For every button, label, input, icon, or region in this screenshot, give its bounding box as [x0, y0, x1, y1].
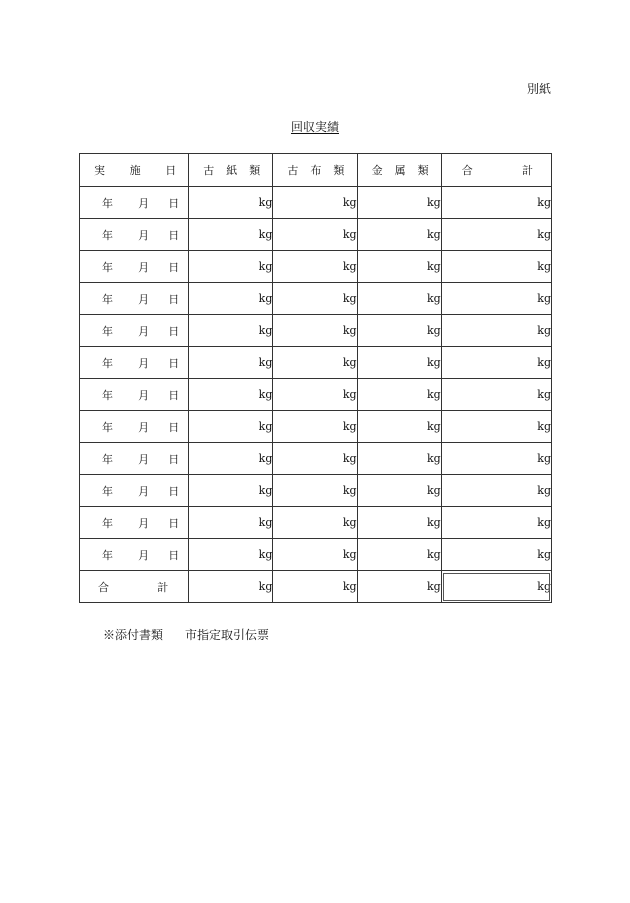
date-month-label: 月 — [138, 228, 150, 242]
date-day-label: 日 — [168, 388, 180, 402]
old-paper-kg-cell: kg — [189, 411, 273, 443]
date-month-label: 月 — [138, 420, 150, 434]
date-month-label: 月 — [138, 196, 150, 210]
old-paper-kg-cell: kg — [189, 219, 273, 251]
metal-kg-cell: kg — [357, 283, 441, 315]
metal-kg-cell: kg — [357, 379, 441, 411]
attachment-note — [103, 626, 269, 643]
metal-kg-cell: kg — [357, 187, 441, 219]
old-cloth-kg-cell: kg — [273, 315, 357, 347]
date-day-label: 日 — [168, 420, 180, 434]
date-year-label: 年 — [102, 260, 113, 274]
old-cloth-kg-cell: kg — [273, 475, 357, 507]
metal-kg-cell: kg — [357, 251, 441, 283]
old-cloth-kg-cell: kg — [273, 539, 357, 571]
date-cell — [80, 219, 189, 251]
table-header-row — [80, 154, 552, 187]
collection-record-table — [79, 153, 552, 603]
metal-kg-cell: kg — [357, 315, 441, 347]
metal-kg-cell: kg — [357, 443, 441, 475]
old-cloth-kg-cell: kg — [273, 283, 357, 315]
table-row — [80, 475, 552, 507]
date-year-label: 年 — [102, 356, 113, 370]
table-row — [80, 219, 552, 251]
old-paper-kg-cell: kg — [189, 283, 273, 315]
table-row — [80, 443, 552, 475]
date-cell — [80, 507, 189, 539]
total-kg-cell: kg — [441, 507, 551, 539]
table-row — [80, 507, 552, 539]
page-title: 回収実績 — [290, 120, 339, 134]
total-kg-cell: kg — [441, 475, 551, 507]
header-old-paper: 古 紙 類 — [189, 154, 273, 187]
table-row — [80, 187, 552, 219]
date-day-label: 日 — [168, 356, 180, 370]
date-month-label: 月 — [138, 516, 150, 530]
date-cell — [80, 539, 189, 571]
total-kg-cell: kg — [441, 411, 551, 443]
grand-total-cell: kg — [441, 571, 551, 603]
old-paper-kg-cell: kg — [189, 315, 273, 347]
date-cell — [80, 379, 189, 411]
old-paper-kg-cell: kg — [189, 251, 273, 283]
date-year-label: 年 — [102, 196, 113, 210]
old-paper-kg-cell: kg — [189, 187, 273, 219]
table-row — [80, 539, 552, 571]
date-cell — [80, 347, 189, 379]
old-cloth-kg-cell: kg — [273, 411, 357, 443]
date-cell — [80, 251, 189, 283]
old-cloth-kg-cell: kg — [273, 379, 357, 411]
date-month-label: 月 — [138, 388, 150, 402]
table-body — [80, 187, 552, 571]
old-cloth-kg-cell: kg — [273, 443, 357, 475]
date-cell — [80, 411, 189, 443]
date-year-label: 年 — [102, 228, 113, 242]
date-month-label: 月 — [138, 548, 150, 562]
total-kg-cell: kg — [441, 379, 551, 411]
date-month-label: 月 — [138, 452, 150, 466]
total-metal-cell: kg — [357, 571, 441, 603]
date-year-label: 年 — [102, 324, 113, 338]
attachment-label: 別紙 — [526, 82, 551, 96]
header-metal: 金 属 類 — [357, 154, 441, 187]
old-paper-kg-cell: kg — [189, 507, 273, 539]
total-old-cloth-cell: kg — [273, 571, 357, 603]
metal-kg-cell: kg — [357, 507, 441, 539]
metal-kg-cell: kg — [357, 347, 441, 379]
date-day-label: 日 — [168, 516, 180, 530]
attachment-note-item: 市指定取引伝票 — [185, 628, 270, 642]
total-kg-cell: kg — [441, 315, 551, 347]
date-year-label: 年 — [102, 420, 113, 434]
total-kg-cell: kg — [441, 219, 551, 251]
date-day-label: 日 — [168, 324, 180, 338]
old-paper-kg-cell: kg — [189, 443, 273, 475]
total-row-label: 合 計 — [80, 571, 189, 603]
date-month-label: 月 — [138, 324, 150, 338]
old-paper-kg-cell: kg — [189, 539, 273, 571]
header-date: 実 施 日 — [80, 154, 189, 187]
date-year-label: 年 — [102, 452, 113, 466]
old-paper-kg-cell: kg — [189, 379, 273, 411]
total-kg-cell: kg — [441, 347, 551, 379]
table-row — [80, 251, 552, 283]
total-kg-cell: kg — [441, 187, 551, 219]
date-year-label: 年 — [102, 548, 113, 562]
total-kg-cell: kg — [441, 251, 551, 283]
old-cloth-kg-cell: kg — [273, 219, 357, 251]
metal-kg-cell: kg — [357, 411, 441, 443]
date-day-label: 日 — [168, 548, 180, 562]
date-day-label: 日 — [168, 228, 180, 242]
total-kg-cell: kg — [441, 539, 551, 571]
date-day-label: 日 — [168, 484, 180, 498]
date-month-label: 月 — [138, 484, 150, 498]
date-day-label: 日 — [168, 260, 180, 274]
metal-kg-cell: kg — [357, 219, 441, 251]
date-year-label: 年 — [102, 516, 113, 530]
total-kg-cell: kg — [441, 443, 551, 475]
table-row — [80, 411, 552, 443]
old-paper-kg-cell: kg — [189, 347, 273, 379]
header-total: 合 計 — [441, 154, 551, 187]
table-row — [80, 347, 552, 379]
metal-kg-cell: kg — [357, 539, 441, 571]
metal-kg-cell: kg — [357, 475, 441, 507]
date-cell — [80, 315, 189, 347]
old-cloth-kg-cell: kg — [273, 507, 357, 539]
date-month-label: 月 — [138, 292, 150, 306]
table-row — [80, 283, 552, 315]
total-row — [80, 571, 552, 603]
date-year-label: 年 — [102, 484, 113, 498]
date-cell — [80, 475, 189, 507]
total-old-paper-cell: kg — [189, 571, 273, 603]
attachment-note-prefix: ※添付書類 — [103, 628, 164, 642]
date-cell — [80, 443, 189, 475]
table-row — [80, 315, 552, 347]
date-year-label: 年 — [102, 292, 113, 306]
date-month-label: 月 — [138, 356, 150, 370]
old-cloth-kg-cell: kg — [273, 187, 357, 219]
old-cloth-kg-cell: kg — [273, 347, 357, 379]
date-year-label: 年 — [102, 388, 113, 402]
date-month-label: 月 — [138, 260, 150, 274]
date-day-label: 日 — [168, 196, 180, 210]
date-day-label: 日 — [168, 452, 180, 466]
date-cell — [80, 187, 189, 219]
old-cloth-kg-cell: kg — [273, 251, 357, 283]
date-day-label: 日 — [168, 292, 180, 306]
total-kg-cell: kg — [441, 283, 551, 315]
old-paper-kg-cell: kg — [189, 475, 273, 507]
table-row — [80, 379, 552, 411]
date-cell — [80, 283, 189, 315]
header-old-cloth: 古 布 類 — [273, 154, 357, 187]
